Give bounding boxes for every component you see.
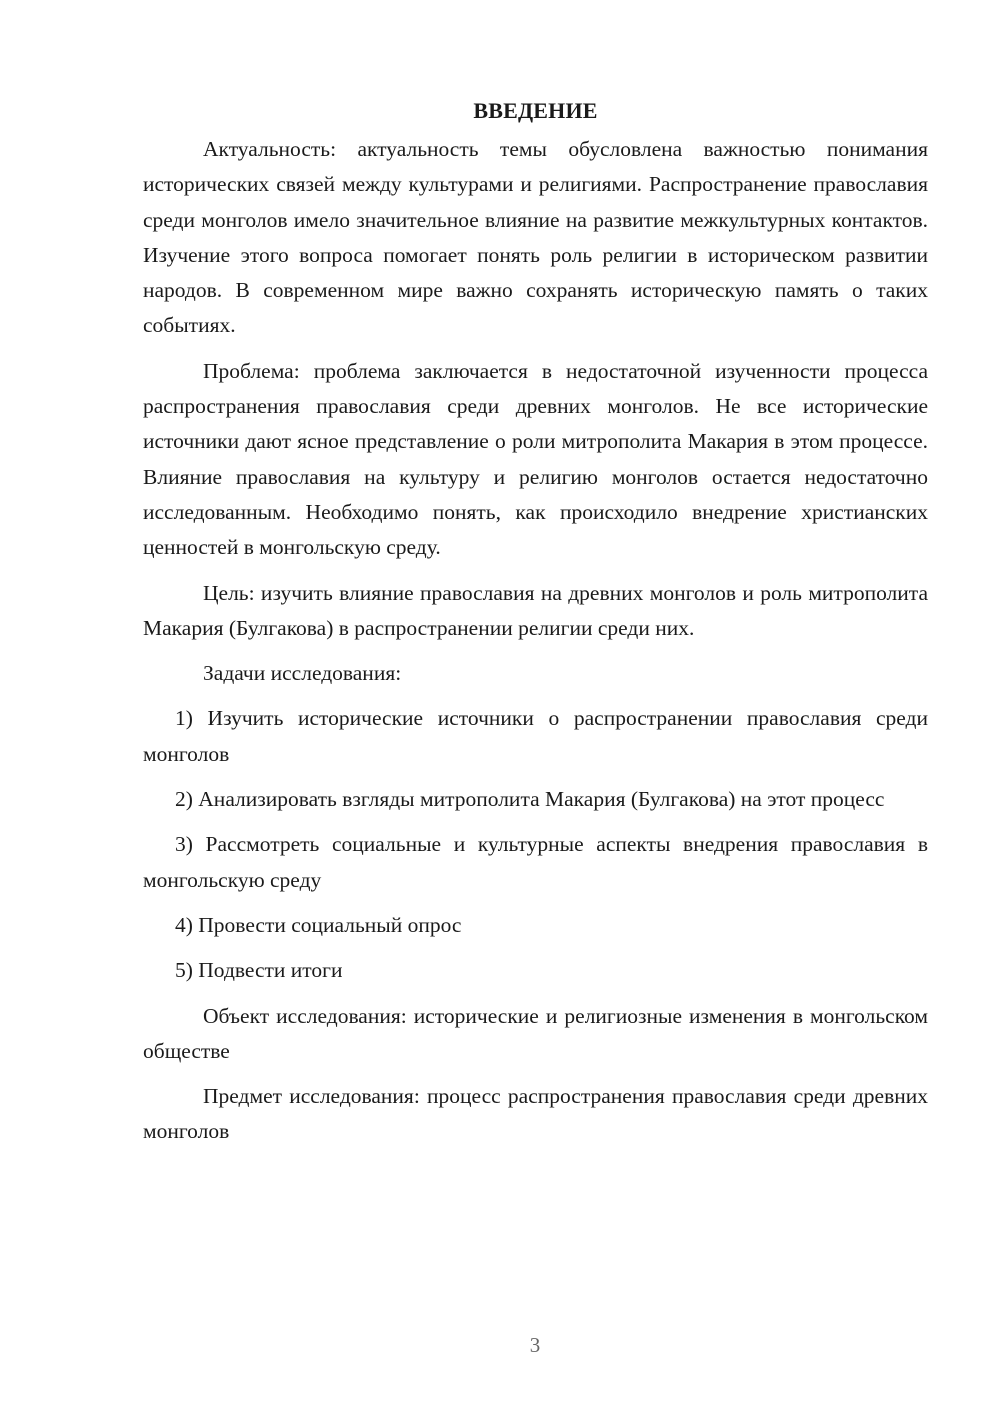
tasks-title: Задачи исследования: — [203, 661, 402, 686]
goal-paragraph: Цель: изучить влияние православия на древних монголов и роль митрополита Макария (Булгакова) в распространении религии среди них. — [143, 580, 928, 640]
section-heading: ВВЕДЕНИЕ — [473, 98, 598, 123]
document-page — [143, 96, 928, 1150]
problem-paragraph: Проблема: проблема заключается в недостаточной изученности процесса распространения православия среди древних монголов. Не все исторические источники дают ясное представление о роли митрополита Макария в этом процессе. Влияние православия на культуру и религию монголов остается недостаточно исследованным. Необходимо понять, как происходило внедрение христианских ценностей в монгольскую среду. — [143, 358, 928, 560]
task-item: 5) Подвести итоги — [175, 958, 343, 983]
subject-paragraph: Предмет исследования: процесс распространения православия среди древних монголов — [143, 1084, 928, 1144]
task-item: 1) Изучить исторические источники о распространении православия среди монголов — [143, 706, 928, 766]
page-number: 3 — [529, 1333, 541, 1357]
task-item: 4) Провести социальный опрос — [175, 912, 462, 937]
relevance-paragraph: Актуальность: актуальность темы обусловлена важностью понимания исторических связей между культурами и религиями. Распространение православия среди монголов имело значительное влияние на развитие межкультурных контактов. Изучение этого вопроса помогает понять роль религии в историческом развитии народов. В современном мире важно сохранять историческую память о таких событиях. — [143, 137, 928, 338]
task-item: 2) Анализировать взгляды митрополита Макария (Булгакова) на этот процесс — [175, 787, 885, 812]
task-item: 3) Рассмотреть социальные и культурные аспекты внедрения православия в монгольскую среду — [143, 832, 928, 892]
object-paragraph: Объект исследования: исторические и религиозные изменения в монгольском обществе — [143, 1003, 928, 1063]
